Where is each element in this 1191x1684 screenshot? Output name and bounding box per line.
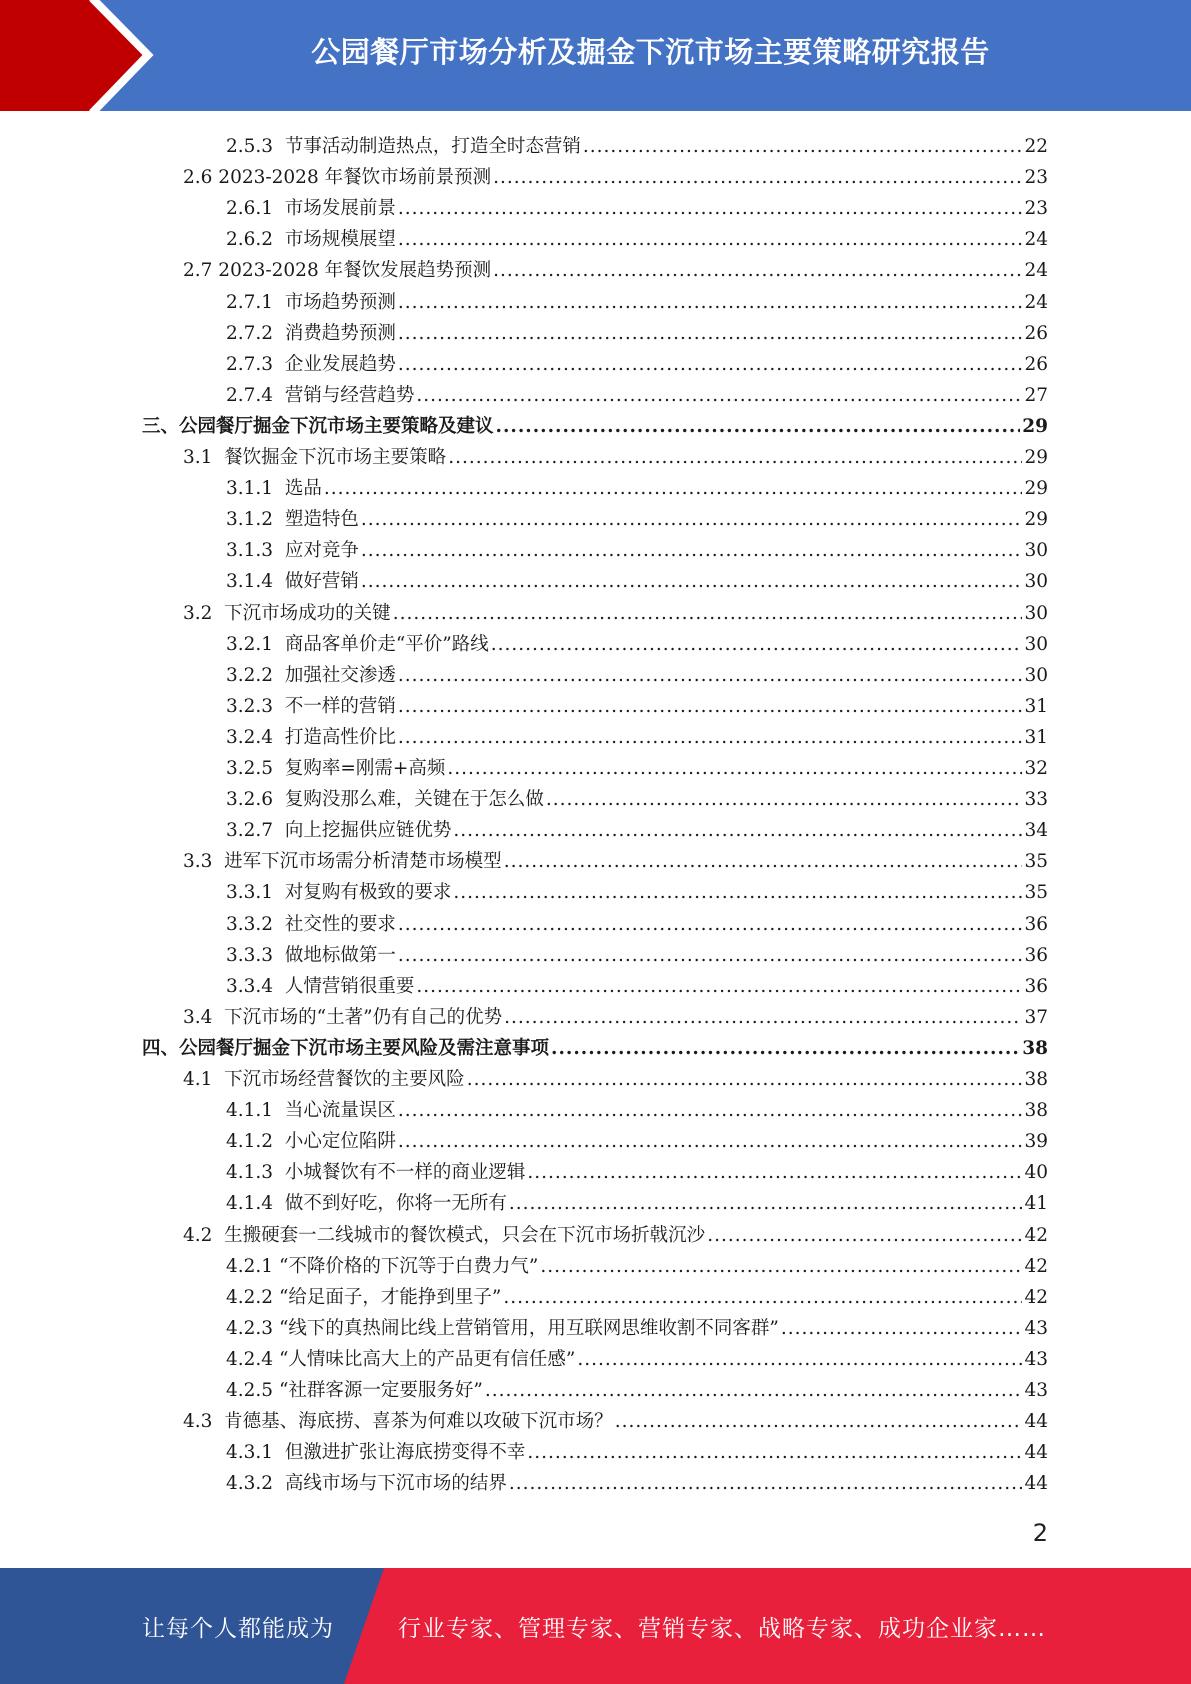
toc-entry-label: 3.4 下沉市场的“土著”仍有自己的优势 (183, 1006, 503, 1028)
toc-entry[interactable] (0, 283, 1191, 314)
toc-leader-dots (398, 727, 1023, 749)
toc-entry-page: 30 (1024, 633, 1048, 655)
toc-entry-label: 2.7.2 消费趋势预测 (226, 322, 396, 344)
toc-entry-page: 42 (1024, 1255, 1048, 1277)
toc-entry-label: 2.7.4 营销与经营趋势 (226, 384, 415, 406)
toc-entry-page: 29 (1024, 447, 1048, 468)
toc-entry-label: 4.2.2 “给足面子，才能挣到里子” (226, 1286, 502, 1308)
toc-entry-page: 38 (1024, 1069, 1048, 1090)
toc-entry[interactable] (0, 158, 1191, 189)
toc-entry-label: 2.6 2023-2028 年餐饮市场前景预测 (183, 167, 492, 189)
toc-leader-dots (707, 1225, 1022, 1247)
toc-entry-label: 3.2.4 打造高性价比 (226, 726, 396, 748)
toc-entry-page: 32 (1024, 758, 1048, 779)
toc-entry[interactable] (0, 314, 1191, 345)
toc-entry-label: 4.2.4 “人情味比高大上的产品更有信任感” (226, 1348, 576, 1370)
toc-leader-dots (447, 758, 1022, 780)
toc-entry-label: 3.1.4 做好营销 (226, 571, 359, 593)
toc-entry[interactable] (0, 127, 1191, 158)
toc-entry-page: 43 (1024, 1348, 1048, 1370)
toc-leader-dots (398, 1131, 1023, 1153)
toc-entry-page: 44 (1024, 1411, 1048, 1433)
toc-leader-dots (577, 1349, 1022, 1371)
toc-entry[interactable] (0, 1433, 1191, 1464)
toc-leader-dots (493, 260, 1022, 282)
toc-leader-dots (398, 229, 1023, 251)
toc-entry-page: 36 (1024, 913, 1048, 935)
page-footer (0, 1568, 1191, 1684)
toc-entry-page: 34 (1024, 820, 1048, 842)
toc-leader-dots (527, 1442, 1022, 1464)
toc-entry-page: 40 (1024, 1162, 1048, 1184)
toc-entry-label: 3.3 进军下沉市场需分析清楚市场模型 (183, 851, 502, 873)
toc-entry[interactable] (0, 718, 1191, 749)
toc-entry-label: 3.3.2 社交性的要求 (226, 913, 396, 935)
toc-entry[interactable] (0, 1402, 1191, 1433)
toc-leader-dots (504, 851, 1023, 873)
footer-slogan-right: 行业专家、管理专家、营销专家、战略专家、成功企业家…… (398, 1615, 1046, 1642)
footer-slogan-left: 让每个人都能成为 (142, 1615, 334, 1642)
toc-leader-dots (493, 167, 1022, 189)
toc-entry-page: 26 (1024, 322, 1048, 344)
toc-entry-page: 44 (1024, 1442, 1048, 1464)
toc-entry-label: 4.1 下沉市场经营餐饮的主要风险 (183, 1069, 465, 1090)
toc-entry[interactable] (0, 625, 1191, 656)
toc-entry[interactable] (0, 594, 1191, 625)
toc-entry-label: 2.7.1 市场趋势预测 (226, 291, 396, 313)
toc-entry-label: 3.1.3 应对竞争 (226, 540, 359, 562)
toc-entry-page: 35 (1024, 882, 1048, 904)
toc-leader-dots (453, 882, 1022, 904)
toc-entry-label: 3.2 下沉市场成功的关键 (183, 602, 391, 624)
toc-entry-page: 39 (1024, 1131, 1048, 1153)
toc-entry-page: 26 (1024, 353, 1048, 375)
toc-entry-label: 2.7 2023-2028 年餐饮发展趋势预测 (183, 260, 492, 282)
toc-leader-dots (781, 1318, 1023, 1340)
toc-leader-dots (583, 136, 1023, 158)
toc-entry[interactable] (0, 687, 1191, 718)
toc-entry[interactable] (0, 220, 1191, 251)
toc-leader-dots (398, 198, 1023, 220)
toc-entry[interactable] (0, 842, 1191, 873)
toc-entry[interactable] (0, 905, 1191, 936)
toc-entry-page: 29 (1024, 509, 1048, 531)
toc-leader-dots (416, 976, 1022, 998)
toc-entry[interactable] (0, 1184, 1191, 1215)
toc-entry-label: 4.2.3 “线下的真热闹比线上营销管用，用互联网思维收割不同客群” (226, 1317, 779, 1339)
toc-entry[interactable] (0, 1091, 1191, 1122)
toc-entry-label: 3.3.4 人情营销很重要 (226, 975, 415, 997)
toc-leader-dots (509, 1193, 1023, 1215)
toc-entry-page: 42 (1024, 1286, 1048, 1308)
toc-entry-page: 29 (1024, 478, 1048, 500)
toc-entry-label: 3.1.2 塑造特色 (226, 509, 359, 531)
toc-entry-page: 23 (1024, 167, 1048, 189)
toc-leader-dots (496, 416, 1021, 438)
toc-entry-label: 4.2.5 “社群客源一定要服务好” (226, 1380, 483, 1401)
toc-entry-label: 3.3.1 对复购有极致的要求 (226, 882, 452, 904)
toc-entry[interactable] (0, 407, 1191, 438)
toc-entry[interactable] (0, 656, 1191, 687)
toc-leader-dots (509, 1473, 1023, 1495)
toc-entry-page: 24 (1024, 229, 1048, 251)
toc-entry[interactable] (0, 873, 1191, 904)
toc-entry-label: 4.1.4 做不到好吃，你将一无所有 (226, 1193, 507, 1215)
toc-leader-dots (504, 1007, 1022, 1029)
toc-entry-page: 30 (1024, 664, 1048, 686)
toc-entry-page: 43 (1024, 1317, 1048, 1339)
page-header (0, 0, 1191, 111)
toc-entry-label: 4.1.2 小心定位陷阱 (226, 1131, 396, 1153)
toc-entry[interactable] (0, 1464, 1191, 1495)
toc-leader-dots (393, 603, 1023, 625)
toc-leader-dots (467, 1069, 1023, 1091)
toc-entry-label: 三、公园餐厅掘金下沉市场主要策略及建议 (142, 415, 494, 437)
toc-leader-dots (485, 1380, 1023, 1402)
toc-leader-dots (361, 509, 1023, 531)
toc-entry-page: 31 (1024, 695, 1048, 717)
header-arrow-icon (0, 0, 160, 111)
toc-entry[interactable] (0, 251, 1191, 282)
toc-entry[interactable] (0, 1029, 1191, 1060)
toc-entry-page: 44 (1024, 1473, 1048, 1495)
toc-entry-label: 4.3 肯德基、海底捞、喜茶为何难以攻破下沉市场？ (183, 1411, 613, 1433)
toc-entry[interactable] (0, 749, 1191, 780)
toc-leader-dots (398, 914, 1023, 936)
toc-entry[interactable] (0, 469, 1191, 500)
toc-leader-dots (398, 323, 1023, 345)
toc-entry-page: 35 (1024, 851, 1048, 873)
toc-leader-dots (398, 354, 1023, 376)
toc-entry-page: 41 (1024, 1193, 1048, 1215)
toc-leader-dots (398, 292, 1023, 314)
toc-entry-page: 22 (1024, 136, 1048, 157)
toc-entry-label: 2.7.3 企业发展趋势 (226, 353, 396, 375)
toc-entry-page: 33 (1024, 789, 1048, 811)
toc-leader-dots (398, 945, 1023, 967)
toc-entry-label: 2.6.2 市场规模展望 (226, 229, 396, 251)
toc-entry-page: 36 (1024, 975, 1048, 997)
toc-leader-dots (503, 1287, 1022, 1309)
toc-entry[interactable] (0, 345, 1191, 376)
toc-leader-dots (540, 1256, 1022, 1278)
toc-leader-dots (551, 1038, 1020, 1060)
toc-entry-label: 4.2 生搬硬套一二线城市的餐饮模式，只会在下沉市场折戟沉沙 (183, 1224, 706, 1246)
toc-entry[interactable] (0, 438, 1191, 469)
toc-entry-label: 3.2.1 商品客单价走“平价”路线 (226, 633, 489, 655)
toc-entry-label: 2.5.3 节事活动制造热点，打造全时态营销 (226, 136, 581, 157)
toc-entry[interactable] (0, 998, 1191, 1029)
toc-entry[interactable] (0, 936, 1191, 967)
toc-entry-page: 43 (1024, 1380, 1048, 1401)
toc-entry-label: 3.3.3 做地标做第一 (226, 944, 396, 966)
toc-entry-label: 2.6.1 市场发展前景 (226, 198, 396, 220)
report-title: 公园餐厅市场分析及掘金下沉市场主要策略研究报告 (311, 34, 990, 69)
toc-entry-label: 3.2.6 复购没那么难，关键在于怎么做 (226, 789, 544, 811)
toc-leader-dots (361, 571, 1023, 593)
toc-entry-label: 3.1.1 选品 (226, 478, 322, 500)
toc-entry-label: 4.2.1 “不降价格的下沉等于白费力气” (226, 1255, 539, 1277)
toc-leader-dots (546, 789, 1023, 811)
toc-entry-page: 24 (1024, 291, 1048, 313)
toc-leader-dots (453, 820, 1022, 842)
toc-entry-page: 38 (1022, 1037, 1048, 1059)
toc-entry-page: 30 (1024, 571, 1048, 593)
toc-entry[interactable] (0, 1153, 1191, 1184)
toc-entry[interactable] (0, 1122, 1191, 1153)
toc-entry[interactable] (0, 1247, 1191, 1278)
toc-entry-label: 四、公园餐厅掘金下沉市场主要风险及需注意事项 (142, 1037, 550, 1059)
toc-entry[interactable] (0, 811, 1191, 842)
toc-entry[interactable] (0, 1278, 1191, 1309)
toc-leader-dots (324, 478, 1023, 500)
toc-entry-label: 3.2.2 加强社交渗透 (226, 664, 396, 686)
toc-entry-page: 37 (1024, 1006, 1048, 1028)
toc-entry[interactable] (0, 376, 1191, 407)
toc-entry-label: 4.1.1 当心流量误区 (226, 1100, 396, 1122)
toc-entry-page: 29 (1022, 415, 1048, 437)
toc-entry[interactable] (0, 189, 1191, 220)
toc-entry-label: 3.2.5 复购率=刚需+高频 (226, 758, 446, 779)
toc-leader-dots (527, 1162, 1022, 1184)
toc-entry-page: 30 (1024, 602, 1048, 624)
toc-entry-page: 27 (1024, 384, 1048, 406)
toc-entry-page: 42 (1024, 1224, 1048, 1246)
toc-entry[interactable] (0, 1371, 1191, 1402)
page-number: 2 (1032, 1519, 1048, 1547)
toc-entry[interactable] (0, 780, 1191, 811)
toc-entry-label: 4.3.1 但激进扩张让海底捞变得不幸 (226, 1442, 526, 1464)
toc-leader-dots (361, 540, 1023, 562)
toc-entry-label: 4.1.3 小城餐饮有不一样的商业逻辑 (226, 1162, 526, 1184)
toc-entry-page: 38 (1024, 1100, 1048, 1122)
toc-entry[interactable] (0, 1309, 1191, 1340)
toc-entry[interactable] (0, 1060, 1191, 1091)
toc-leader-dots (615, 1411, 1023, 1433)
toc-entry[interactable] (0, 500, 1191, 531)
toc-entry-label: 3.2.3 不一样的营销 (226, 695, 396, 717)
toc-entry-page: 23 (1024, 198, 1048, 220)
toc-entry[interactable] (0, 562, 1191, 593)
toc-entry[interactable] (0, 1216, 1191, 1247)
toc-leader-dots (398, 665, 1023, 687)
toc-entry-page: 36 (1024, 944, 1048, 966)
toc-entry-label: 3.1 餐饮掘金下沉市场主要策略 (183, 447, 447, 468)
toc-entry[interactable] (0, 1340, 1191, 1371)
toc-leader-dots (491, 634, 1023, 656)
toc-entry-label: 4.3.2 高线市场与下沉市场的结界 (226, 1473, 507, 1495)
toc-leader-dots (398, 1100, 1023, 1122)
toc-entry[interactable] (0, 531, 1191, 562)
toc-leader-dots (416, 385, 1022, 407)
toc-entry-page: 31 (1024, 726, 1048, 748)
toc-entry[interactable] (0, 967, 1191, 998)
toc-leader-dots (398, 696, 1023, 718)
toc-leader-dots (448, 447, 1022, 469)
toc-entry-page: 24 (1024, 260, 1048, 282)
toc-entry-label: 3.2.7 向上挖掘供应链优势 (226, 820, 452, 842)
toc-entry-page: 30 (1024, 540, 1048, 562)
